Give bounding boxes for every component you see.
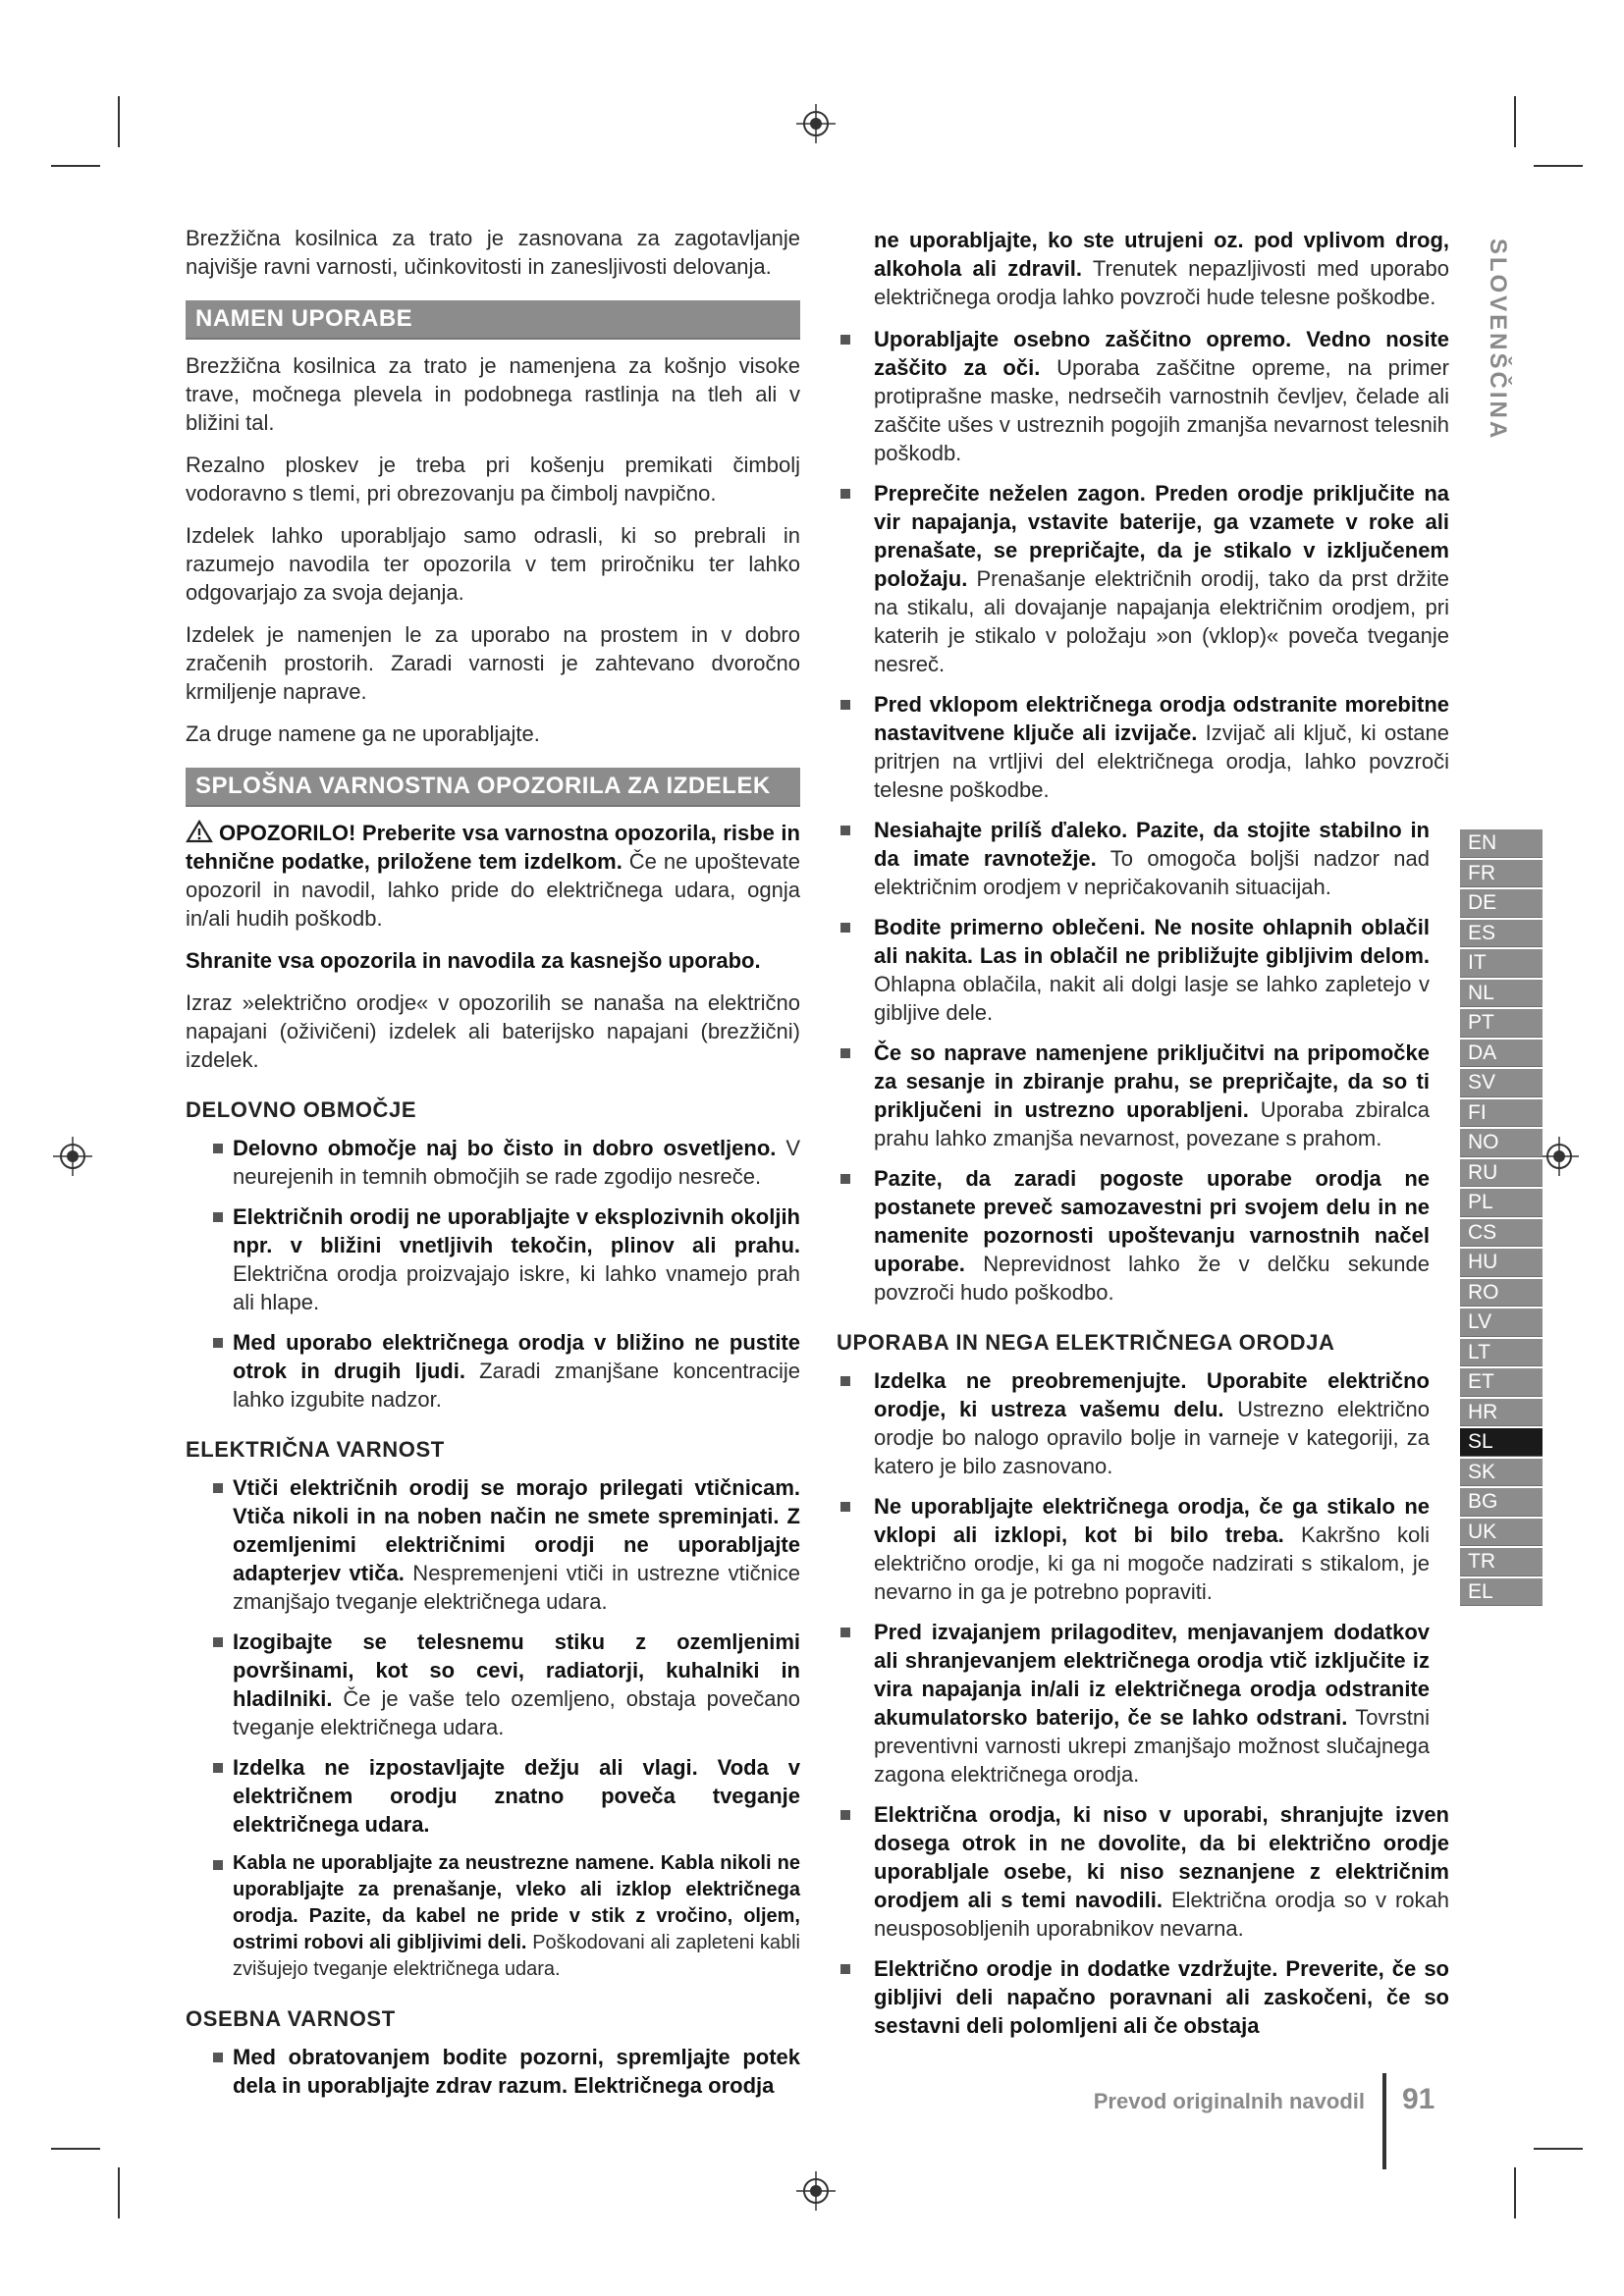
tab-nl[interactable]: NL [1460, 980, 1543, 1008]
paragraph: Za druge namene ga ne uporabljajte. [186, 721, 540, 746]
bullet-square-icon [213, 1144, 223, 1153]
list-item [837, 1366, 1449, 1480]
item-rest: Poškodovani ali zapleteni kabli zvišujejo tveganje električnega udara. [233, 1932, 800, 1980]
item-rest: Uporaba zaščitne opreme, na primer protiprašne maske, nedrsečih varnostnih čevljev, čelade ali zaščite ušes v ustreznih pogojih zmanjša nevarnost telesnih poškodb. [874, 355, 1449, 465]
item-rest: Če je vaše telo ozemljeno, obstaja povečano tveganje električnega udara. [233, 1686, 800, 1739]
item-bold: Med obratovanjem bodite pozorni, spremljajte potek dela in uporabljajte zdrav razum. Električnega orodja [233, 2045, 800, 2098]
paragraph: Izdelek je namenjen le za uporabo na prostem in v dobro zračenih prostorih. Zaradi varnosti je zahtevano dvoročno krmiljenje naprave. [186, 622, 800, 704]
bullet-square-icon [840, 1502, 850, 1512]
tab-ru[interactable]: RU [1460, 1159, 1543, 1188]
item-rest: Električna orodja proizvajajo iskre, ki lahko vnamejo prah ali hlape. [233, 1261, 800, 1314]
list-item [837, 913, 1449, 1027]
section-heading-namen: NAMEN UPORABE [186, 300, 800, 340]
item-bold: Nesiahajte prilíš ďaleko. Pazite, da stojite stabilno in da imate ravnotežje. [874, 818, 1430, 871]
bullet-square-icon [840, 1174, 850, 1184]
right-column [837, 226, 1449, 2052]
intro-paragraph: Brezžična kosilnica za trato je zasnovana za zagotavljanje najvišje ravni varnosti, učinkovitosti in zanesljivosti delovanja. [186, 226, 800, 279]
list-item [186, 1628, 800, 1741]
crop-mark [1534, 2148, 1583, 2150]
subheading-delovno: DELOVNO OBMOČJE [186, 1097, 417, 1122]
bullet-square-icon [840, 826, 850, 835]
item-bold: Izogibajte se telesnemu stiku z ozemljenimi površinami, kot so cevi, radiatorji, kuhalniki in hladilniki. [233, 1629, 800, 1711]
item-rest: Ustrezno električno orodje bo nalogo opravilo bolje in varneje v kategoriji, za katero je bilo zasnovano. [874, 1397, 1430, 1478]
item-bold: Izdelka ne preobremenjujte. Uporabite električno orodje, ki ustreza vašemu delu. [874, 1368, 1430, 1421]
tab-en[interactable]: EN [1460, 829, 1543, 858]
term-definition: Izraz »električno orodje« v opozorilih se nanaša na električno napajani (oživičeni) izdelek ali baterijsko napajani (brezžični) izdelek. [186, 990, 800, 1072]
item-bold: Pazite, da zaradi pogoste uporabe orodja ne postanete preveč samozavestni pri svojem delu in ne namenite pozornosti upoštevanju varnostnih načel uporabe. [874, 1166, 1430, 1276]
bullet-square-icon [213, 1637, 223, 1647]
item-rest: Uporaba zbiralca prahu lahko zmanjša nevarnost, povezane s prahom. [874, 1097, 1430, 1150]
item-bold: Uporabljajte osebno zaščitno opremo. Vedno nosite zaščito za oči. [874, 327, 1449, 380]
crop-mark [1534, 165, 1583, 167]
bullet-square-icon [213, 1483, 223, 1493]
item-bold: Električna orodja, ki niso v uporabi, shranjujte izven dosega otrok in ne dovolite, da bi električno orodje uporabljale osebe, ki niso seznanjene z električnim orodjem ali s temi navodili. [874, 1802, 1449, 1912]
tab-bg[interactable]: BG [1460, 1488, 1543, 1517]
tab-tr[interactable]: TR [1460, 1548, 1543, 1576]
list-item [837, 1164, 1449, 1307]
item-bold: Bodite primerno oblečeni. Ne nosite ohlapnih oblačil ali nakita. Las in oblačil ne približujte gibljivim delom. [874, 915, 1430, 968]
subheading-elektricna: ELEKTRIČNA VARNOST [186, 1437, 445, 1462]
crop-mark [118, 2167, 120, 2218]
section-heading-splosna: SPLOŠNA VARNOSTNA OPOZORILA ZA IZDELEK [186, 768, 800, 807]
tab-pl[interactable]: PL [1460, 1189, 1543, 1217]
list-item [186, 1753, 800, 1839]
item-rest: V neurejenih in temnih območjih se rade zgodijo nesreče. [233, 1136, 800, 1189]
list-item [837, 1618, 1449, 1789]
tab-de[interactable]: DE [1460, 889, 1543, 918]
bullet-square-icon [213, 1338, 223, 1348]
footer-text: Prevod originalnih navodil [1093, 2089, 1365, 2113]
list-item [837, 1039, 1449, 1152]
item-rest: Električna orodja so v rokah neusposobljenih uporabnikov nevarna. [874, 1888, 1449, 1941]
bullet-square-icon [840, 923, 850, 933]
list-item [837, 1954, 1449, 2040]
list-item [837, 816, 1449, 901]
item-bold: Če so naprave namenjene priključitvi na pripomočke za sesanje in zbiranje prahu, se prepričajte, da so ti priključeni in ustrezno uporabljeni. [874, 1041, 1430, 1122]
tab-sl[interactable]: SL [1460, 1428, 1543, 1457]
item-bold: ne uporabljajte, ko ste utrujeni oz. pod vplivom drog, alkohola ali zdravil. [874, 228, 1449, 281]
item-rest: Izvijač ali ključ, ki ostane pritrjen na vrtljivi del električnega orodja, lahko povzroči telesne poškodbe. [874, 721, 1449, 802]
language-title-text: SLOVENŠČINA [1485, 238, 1511, 442]
item-rest: Tovrstni preventivni varnosti ukrepi zmanjšajo možnost slučajnega zagona električnega orodja. [874, 1705, 1430, 1787]
bullet-square-icon [840, 489, 850, 499]
paragraph: Rezalno ploskev je treba pri košenju premikati čimbolj vodoravno s tlemi, pri obrezovanju pa čimbolj navpično. [186, 453, 800, 506]
crop-mark [51, 2148, 100, 2150]
item-bold: Delovno območje naj bo čisto in dobro osvetljeno. [233, 1136, 777, 1160]
keep-instructions: Shranite vsa opozorila in navodila za kasnejšo uporabo. [186, 948, 761, 973]
tab-uk[interactable]: UK [1460, 1519, 1543, 1547]
page-number: 91 [1402, 2083, 1435, 2115]
item-rest: To omogoča boljši nadzor nad električnim orodjem v nepričakovanih situacijah. [874, 846, 1430, 899]
item-bold: Ne uporabljajte električnega orodja, če ga stikalo ne vklopi ali izklopi, kot bi bilo treba. [874, 1494, 1430, 1547]
registration-mark-icon [1538, 1135, 1581, 1178]
list-item [186, 1850, 800, 1983]
item-rest: Nespremenjeni vtiči in ustrezne vtičnice zmanjšajo tveganje električnega udara. [233, 1561, 800, 1614]
tab-fi[interactable]: FI [1460, 1099, 1543, 1128]
item-bold: Med uporabo električnega orodja v bližino ne pustite otrok in drugih ljudi. [233, 1330, 800, 1383]
bullet-square-icon [840, 1048, 850, 1058]
bullet-square-icon [840, 1628, 850, 1637]
tab-es[interactable]: ES [1460, 920, 1543, 948]
crop-mark [118, 96, 120, 147]
bullet-square-icon [213, 1763, 223, 1773]
item-rest: Kakršno koli električno orodje, ki ga ni mogoče nadzirati s stikalom, je nevarno in ga je potrebno popraviti. [874, 1522, 1430, 1604]
language-tabs [1460, 829, 1543, 1608]
registration-mark-icon [794, 2169, 838, 2213]
tab-hu[interactable]: HU [1460, 1249, 1543, 1277]
tab-it[interactable]: IT [1460, 949, 1543, 978]
tab-sk[interactable]: SK [1460, 1459, 1543, 1487]
tab-hr[interactable]: HR [1460, 1399, 1543, 1427]
bullet-square-icon [840, 335, 850, 345]
tab-fr[interactable]: FR [1460, 860, 1543, 888]
left-column [186, 224, 800, 2111]
item-bold: Pred vklopom električnega orodja odstranite morebitne nastavitvene ključe ali izvijače. [874, 692, 1449, 745]
list-item [186, 1328, 800, 1414]
list-item [837, 1800, 1449, 1943]
warning-paragraph [186, 819, 800, 933]
crop-mark [51, 165, 100, 167]
item-rest: Trenutek nepazljivosti med uporabo električnega orodja lahko povzroči hude telesne poškodbe. [874, 256, 1449, 309]
paragraph: Izdelek lahko uporabljajo samo odrasli, ki so prebrali in razumejo navodila ter opozorila v tem priročniku ter lahko odgovarjajo za svoja dejanja. [186, 523, 800, 605]
list-item [837, 479, 1449, 678]
warning-bold: OPOZORILO! Preberite vsa varnostna opozorila, risbe in tehnične podatke, priložene tem izdelkom. [186, 821, 800, 874]
item-rest: Neprevidnost lahko že v delčku sekunde povzroči hudo poškodbo. [874, 1252, 1430, 1305]
continued-paragraph [837, 226, 1449, 311]
bullet-square-icon [840, 700, 850, 710]
list-item [837, 1492, 1449, 1606]
item-rest: Ohlapna oblačila, nakit ali dolgi lasje se lahko zapletejo v gibljive dele. [874, 972, 1430, 1025]
item-bold: Električno orodje in dodatke vzdržujte. Preverite, če so gibljivi deli napačno poravnani ali zaskočeni, če so sestavni deli polomljeni ali če obstaja [874, 1956, 1449, 2038]
item-rest: Prenašanje električnih orodij, tako da prst držite na stikalu, ali dovajanje napajanja električnim orodjem, pri katerih je stikalo v položaju »on (vklop)« poveča tveganje nesreč. [874, 566, 1449, 676]
bullet-square-icon [213, 1212, 223, 1222]
registration-mark-icon [51, 1135, 94, 1178]
tab-ro[interactable]: RO [1460, 1279, 1543, 1308]
warning-triangle-icon [186, 820, 213, 843]
footer-divider [1382, 2073, 1386, 2169]
bullet-square-icon [213, 2053, 223, 2062]
subheading-uporaba: UPORABA IN NEGA ELEKTRIČNEGA ORODJA [837, 1330, 1335, 1355]
list-item [186, 1202, 800, 1316]
tab-et[interactable]: ET [1460, 1368, 1543, 1397]
bullet-square-icon [840, 1964, 850, 1974]
language-title [1481, 232, 1514, 448]
paragraph: Brezžična kosilnica za trato je namenjena za košnjo visoke trave, močnega plevela in podobnega rastlinja na tleh ali v bližini tal. [186, 353, 800, 435]
bullet-square-icon [840, 1376, 850, 1386]
item-bold: Kabla ne uporabljajte za neustrezne namene. Kabla nikoli ne uporabljajte za prenašanje, vleko ali izklop električnega orodja. Pazite, da kabel ne pride v stik z vročino, oljem, ostrimi robovi ali gibljivimi deli. [233, 1852, 800, 1953]
tab-cs[interactable]: CS [1460, 1219, 1543, 1248]
warning-rest: Če ne upoštevate opozoril in navodil, lahko pride do električnega udara, ognja in/ali hudih poškodb. [186, 849, 800, 931]
tab-sv[interactable]: SV [1460, 1069, 1543, 1097]
item-bold: Preprečite neželen zagon. Preden orodje priključite na vir napajanja, vstavite baterije, ga vzamete v roke ali prenašate, se prepričajte, da je stikalo v izključenem položaju. [874, 481, 1449, 591]
subheading-osebna: OSEBNA VARNOST [186, 2006, 396, 2031]
tab-lt[interactable]: LT [1460, 1339, 1543, 1367]
item-bold: Izdelka ne izpostavljajte dežju ali vlagi. Voda v električnem orodju znatno poveča tveganje električnega udara. [233, 1755, 800, 1837]
tab-lv[interactable]: LV [1460, 1308, 1543, 1337]
item-bold: Električnih orodij ne uporabljajte v eksplozivnih okoljih npr. v bližini vnetljivih tekočin, plinov ali prahu. [233, 1204, 800, 1257]
item-rest: Zaradi zmanjšane koncentracije lahko izgubite nadzor. [233, 1359, 800, 1412]
crop-mark [1514, 96, 1516, 147]
registration-mark-icon [794, 102, 838, 145]
tab-no[interactable]: NO [1460, 1129, 1543, 1157]
list-item [837, 325, 1449, 467]
list-item [186, 2043, 800, 2100]
list-item [186, 1134, 800, 1191]
item-bold: Pred izvajanjem prilagoditev, menjavanjem dodatkov ali shranjevanjem električnega orodja vtič izključite iz vira napajanja in/ali iz električnega orodja odstranite akumulatorsko baterijo, če se lahko odstrani. [874, 1620, 1430, 1730]
bullet-square-icon [213, 1860, 223, 1870]
item-bold: Vtiči električnih orodij se morajo prilegati vtičnicam. Vtiča nikoli in na noben način ne smete spreminjati. Z ozemljenimi električnimi orodji ne uporabljajte adapterjev vtiča. [233, 1475, 800, 1585]
tab-pt[interactable]: PT [1460, 1009, 1543, 1038]
tab-el[interactable]: EL [1460, 1578, 1543, 1607]
list-item [837, 690, 1449, 804]
list-item [186, 1473, 800, 1616]
bullet-square-icon [840, 1810, 850, 1820]
tab-da[interactable]: DA [1460, 1040, 1543, 1068]
crop-mark [1514, 2167, 1516, 2218]
